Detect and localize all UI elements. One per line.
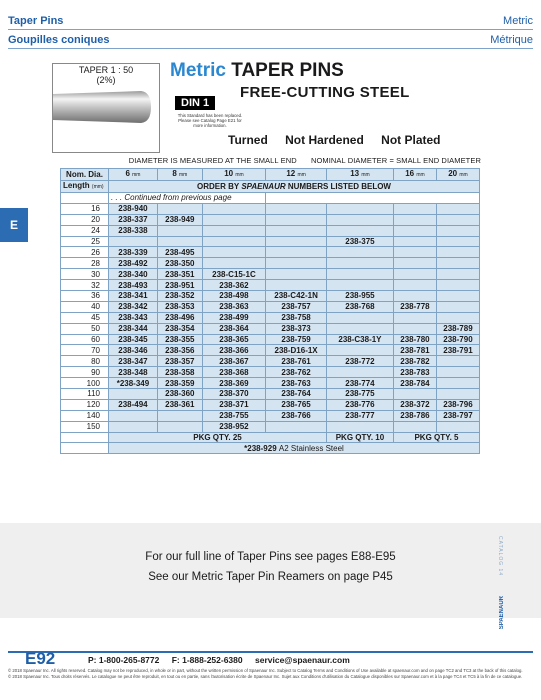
part-number-cell[interactable]: 238-368 [202, 367, 265, 378]
taper-pin-table [60, 168, 480, 454]
part-number-cell[interactable]: 238-350 [157, 258, 202, 269]
info-reamers[interactable]: See our Metric Taper Pin Reamers on page P45 [148, 571, 393, 583]
part-number-cell[interactable]: 238-372 [393, 399, 436, 410]
part-number-cell[interactable]: 238-499 [202, 312, 265, 323]
table-row [61, 410, 480, 421]
part-number-cell [157, 225, 202, 236]
length-cell: 110 [61, 389, 109, 400]
part-number-cell [436, 378, 479, 389]
phone[interactable]: P: 1-800-265-8772 [88, 655, 160, 665]
part-number-cell [109, 236, 158, 247]
part-number-cell[interactable]: 238-757 [266, 301, 327, 312]
header-metric-en: Metric [503, 15, 533, 27]
brand-logo: SPAENAUR [499, 596, 505, 630]
part-number-cell[interactable]: 238-344 [109, 323, 158, 334]
table-row [61, 291, 480, 302]
part-number-cell [326, 345, 393, 356]
table-row [61, 312, 480, 323]
part-number-cell [266, 214, 327, 225]
part-number-cell [436, 280, 479, 291]
part-number-cell [436, 421, 479, 432]
taper-pin-icon [53, 89, 151, 125]
part-number-cell[interactable]: 238-777 [326, 410, 393, 421]
part-number-cell[interactable]: 238-951 [157, 280, 202, 291]
header-title-en: Taper Pins [8, 15, 64, 27]
part-number-cell[interactable]: 238-342 [109, 301, 158, 312]
part-number-cell[interactable]: 238-356 [157, 345, 202, 356]
diameter-header: 13 mm [326, 169, 393, 181]
part-number-cell [109, 421, 158, 432]
part-number-cell[interactable]: 238-763 [266, 378, 327, 389]
part-number-cell[interactable]: 238-351 [157, 269, 202, 280]
part-number-cell[interactable]: 238-766 [266, 410, 327, 421]
product-image-box [52, 63, 160, 153]
part-number-cell[interactable]: 238-783 [393, 367, 436, 378]
part-number-cell[interactable]: 238-765 [266, 399, 327, 410]
diameter-notes [60, 156, 481, 165]
header-title-fr: Goupilles coniques [8, 34, 110, 46]
part-number-cell[interactable]: 238-789 [436, 323, 479, 334]
part-number-cell [393, 236, 436, 247]
part-number-cell [436, 367, 479, 378]
part-number-cell[interactable]: 238-362 [202, 280, 265, 291]
length-cell: 28 [61, 258, 109, 269]
order-by-label: ORDER BY SPAENAUR NUMBERS LISTED BELOW [109, 181, 480, 193]
diameter-header: 12 mm [266, 169, 327, 181]
part-number-cell [157, 236, 202, 247]
length-cell: 16 [61, 203, 109, 214]
product-properties [228, 133, 455, 147]
part-number-cell[interactable]: 238-797 [436, 410, 479, 421]
part-number-cell[interactable]: 238-353 [157, 301, 202, 312]
table-row [61, 389, 480, 400]
length-cell: 40 [61, 301, 109, 312]
table-row [61, 323, 480, 334]
table-header-diameter [61, 169, 480, 181]
part-number-cell [202, 247, 265, 258]
part-number-cell[interactable]: 238-495 [157, 247, 202, 258]
length-cell: 90 [61, 367, 109, 378]
part-number-cell [436, 356, 479, 367]
part-number-cell[interactable]: 238-796 [436, 399, 479, 410]
part-number-cell [326, 258, 393, 269]
part-number-cell [436, 269, 479, 280]
length-cell: 120 [61, 399, 109, 410]
length-label: Length (mm) [61, 181, 109, 193]
table-row [61, 247, 480, 258]
part-number-cell [326, 247, 393, 258]
length-cell: 45 [61, 312, 109, 323]
part-number-cell[interactable]: 238-496 [157, 312, 202, 323]
part-number-cell [109, 410, 158, 421]
info-panel [0, 523, 541, 618]
table-header-order [61, 181, 480, 193]
part-number-cell[interactable]: 238-498 [202, 291, 265, 302]
part-number-cell [436, 291, 479, 302]
length-cell: 70 [61, 345, 109, 356]
part-number-cell[interactable]: 238-C15-1C [202, 269, 265, 280]
pkg-qty-25: PKG QTY. 25 [109, 432, 327, 443]
part-number-cell [436, 247, 479, 258]
part-number-cell[interactable]: 238-786 [393, 410, 436, 421]
part-number-cell[interactable]: 238-364 [202, 323, 265, 334]
part-number-cell [326, 312, 393, 323]
section-tab[interactable]: E [0, 208, 28, 242]
part-number-cell [393, 247, 436, 258]
contact-info [88, 655, 360, 665]
part-number-cell[interactable]: 238-361 [157, 399, 202, 410]
part-number-cell [436, 312, 479, 323]
part-number-cell[interactable]: 238-339 [109, 247, 158, 258]
part-number-cell[interactable]: 238-493 [109, 280, 158, 291]
info-taper-pins[interactable]: For our full line of Taper Pins see pages E88-E95 [145, 551, 396, 563]
legal-text: © 2018 Spaenaur Inc. All rights reserved. Catalog may not be reproduced, in whole or in part, without the written permission of Spaenaur Inc. Subject to Catalog Terms and Conditions of Use available at spaenaur.com and on page TC2 and TC3 at the back of this catalog. © 2018 Spaenaur Inc. Tous droits réservés. Le catalogue ne peut être reproduit, en tout ou en partie, sans l'autorisation écrite de Spaenaur Inc. Sujet aux Conditions d'utilisation du Catalogue disponibles sur Spaenaur.com et à la page TC4 et TC5 à la fin de ce catalogue. [8, 668, 523, 679]
part-number-cell[interactable]: 238-367 [202, 356, 265, 367]
part-number-cell [436, 225, 479, 236]
prop-not-plated: Not Plated [381, 133, 441, 147]
part-number-cell[interactable]: 238-359 [157, 378, 202, 389]
header-line-1 [8, 15, 533, 30]
table-row [61, 269, 480, 280]
length-cell: 140 [61, 410, 109, 421]
length-cell: 50 [61, 323, 109, 334]
part-number-cell[interactable]: 238-341 [109, 291, 158, 302]
product-subtitle: FREE-CUTTING STEEL [240, 84, 410, 101]
part-number-cell[interactable]: 238-360 [157, 389, 202, 400]
table-row [61, 334, 480, 345]
part-number-cell [436, 236, 479, 247]
taper-label: TAPER 1 : 50 (2%) [78, 65, 134, 85]
part-number-cell[interactable]: 238-345 [109, 334, 158, 345]
part-number-cell [393, 203, 436, 214]
header-metric-fr: Métrique [490, 34, 533, 46]
part-number-cell[interactable]: 238-337 [109, 214, 158, 225]
part-number-cell [202, 258, 265, 269]
part-number-cell [436, 389, 479, 400]
length-cell: 25 [61, 236, 109, 247]
part-number-cell [157, 203, 202, 214]
part-number-cell[interactable]: 238-346 [109, 345, 158, 356]
part-number-cell[interactable]: 238-778 [393, 301, 436, 312]
part-number-cell[interactable]: 238-340 [109, 269, 158, 280]
part-number-cell[interactable]: 238-762 [266, 367, 327, 378]
part-number-cell[interactable]: 238-348 [109, 367, 158, 378]
length-cell: 80 [61, 356, 109, 367]
pkg-qty-row [61, 432, 480, 443]
part-number-cell[interactable]: 238-370 [202, 389, 265, 400]
part-number-cell[interactable]: 238-365 [202, 334, 265, 345]
table-row [61, 214, 480, 225]
prop-turned: Turned [228, 133, 268, 147]
stainless-note: *238-929 A2 Stainless Steel [109, 443, 480, 454]
part-number-cell[interactable]: 238-768 [326, 301, 393, 312]
part-number-cell[interactable]: 238-949 [157, 214, 202, 225]
part-number-cell [393, 269, 436, 280]
part-number-cell [393, 312, 436, 323]
part-number-cell[interactable]: 238-774 [326, 378, 393, 389]
table-row [61, 301, 480, 312]
part-number-cell[interactable]: *238-349 [109, 378, 158, 389]
part-number-cell [436, 203, 479, 214]
diameter-header: 8 mm [157, 169, 202, 181]
table-row [61, 203, 480, 214]
part-number-cell [326, 367, 393, 378]
part-number-cell[interactable]: 238-358 [157, 367, 202, 378]
part-number-cell [393, 291, 436, 302]
table-row [61, 367, 480, 378]
table-row [61, 378, 480, 389]
part-number-cell[interactable]: 238-955 [326, 291, 393, 302]
product-title: Metric TAPER PINS [170, 60, 344, 81]
part-number-cell[interactable]: 238-758 [266, 312, 327, 323]
fax[interactable]: F: 1-888-252-6380 [171, 655, 243, 665]
part-number-cell[interactable]: 238-347 [109, 356, 158, 367]
length-cell: 60 [61, 334, 109, 345]
part-number-cell [266, 269, 327, 280]
page-number: E92 [25, 649, 56, 668]
length-cell: 100 [61, 378, 109, 389]
part-number-cell [266, 236, 327, 247]
part-number-cell[interactable]: 238-952 [202, 421, 265, 432]
part-number-cell[interactable]: 238-772 [326, 356, 393, 367]
part-number-cell [436, 258, 479, 269]
part-number-cell[interactable]: 238-784 [393, 378, 436, 389]
part-number-cell [266, 421, 327, 432]
part-number-cell[interactable]: 238-355 [157, 334, 202, 345]
part-number-cell [326, 280, 393, 291]
length-cell: 24 [61, 225, 109, 236]
part-number-cell[interactable]: 238-338 [109, 225, 158, 236]
table-row [61, 258, 480, 269]
part-number-cell [266, 280, 327, 291]
part-number-cell [393, 389, 436, 400]
table-row [61, 356, 480, 367]
part-number-cell [202, 225, 265, 236]
part-number-cell[interactable]: 238-782 [393, 356, 436, 367]
part-number-cell [393, 258, 436, 269]
part-number-cell[interactable]: 238-755 [202, 410, 265, 421]
length-cell: 20 [61, 214, 109, 225]
replaced-note: This Standard has been replaced. Please see Catalog Page E21 for more information. [177, 113, 243, 128]
part-number-cell [326, 225, 393, 236]
part-number-cell[interactable]: 238-366 [202, 345, 265, 356]
table-row [61, 280, 480, 291]
part-number-cell [326, 214, 393, 225]
header-line-2 [8, 34, 533, 49]
part-number-cell[interactable]: 238-790 [436, 334, 479, 345]
length-cell: 26 [61, 247, 109, 258]
pkg-qty-10: PKG QTY. 10 [326, 432, 393, 443]
part-number-cell [157, 410, 202, 421]
diameter-header: 16 mm [393, 169, 436, 181]
length-cell: 30 [61, 269, 109, 280]
part-number-cell[interactable]: 238-375 [326, 236, 393, 247]
diameter-header: 10 mm [202, 169, 265, 181]
length-cell: 150 [61, 421, 109, 432]
part-number-cell[interactable]: 238-761 [266, 356, 327, 367]
nom-dia-label: Nom. Dia. [61, 169, 109, 181]
part-number-cell [266, 225, 327, 236]
part-number-cell [266, 203, 327, 214]
length-cell: 36 [61, 291, 109, 302]
part-number-cell [326, 203, 393, 214]
length-cell: 32 [61, 280, 109, 291]
email-link[interactable]: service@spaenaur.com [255, 655, 350, 665]
part-number-cell[interactable]: 238-764 [266, 389, 327, 400]
stainless-note-row [61, 443, 480, 454]
part-number-cell[interactable]: 238-775 [326, 389, 393, 400]
part-number-cell[interactable]: 238-776 [326, 399, 393, 410]
diameter-header: 6 mm [109, 169, 158, 181]
part-number-cell [266, 258, 327, 269]
part-number-cell [326, 269, 393, 280]
part-number-cell [393, 280, 436, 291]
catalog-label: CATALOG 14 [497, 536, 503, 577]
part-number-cell [109, 389, 158, 400]
part-number-cell[interactable]: 238-759 [266, 334, 327, 345]
part-number-cell [436, 301, 479, 312]
note-nominal: NOMINAL DIAMETER = SMALL END DIAMETER [310, 156, 481, 165]
table-row [61, 345, 480, 356]
part-number-cell [202, 214, 265, 225]
part-number-cell[interactable]: 238-357 [157, 356, 202, 367]
part-number-cell[interactable]: 238-781 [393, 345, 436, 356]
part-number-cell[interactable]: 238-791 [436, 345, 479, 356]
part-number-cell [436, 214, 479, 225]
pkg-qty-5: PKG QTY. 5 [393, 432, 479, 443]
table-row [61, 399, 480, 410]
footer-rule [8, 651, 533, 653]
part-number-cell[interactable]: 238-C42-1N [266, 291, 327, 302]
part-number-cell[interactable]: 238-354 [157, 323, 202, 334]
part-number-cell [393, 225, 436, 236]
continued-row: . . . Continued from previous page [61, 193, 480, 204]
table-row [61, 225, 480, 236]
part-number-cell [393, 214, 436, 225]
part-number-cell [202, 203, 265, 214]
prop-not-hardened: Not Hardened [285, 133, 364, 147]
part-number-cell[interactable]: 238-C38-1Y [326, 334, 393, 345]
part-number-cell[interactable]: 238-352 [157, 291, 202, 302]
part-number-cell[interactable]: 238-492 [109, 258, 158, 269]
diameter-header: 20 mm [436, 169, 479, 181]
part-number-cell [393, 323, 436, 334]
part-number-cell [326, 421, 393, 432]
part-number-cell[interactable]: 238-780 [393, 334, 436, 345]
part-number-cell[interactable]: 238-373 [266, 323, 327, 334]
part-number-cell[interactable]: 238-494 [109, 399, 158, 410]
part-number-cell [326, 323, 393, 334]
part-number-cell[interactable]: 238-363 [202, 301, 265, 312]
table-row [61, 421, 480, 432]
table-row [61, 236, 480, 247]
part-number-cell[interactable]: 238-369 [202, 378, 265, 389]
part-number-cell[interactable]: 238-343 [109, 312, 158, 323]
part-number-cell [202, 236, 265, 247]
part-number-cell [266, 247, 327, 258]
note-small-end: DIAMETER IS MEASURED AT THE SMALL END [128, 156, 297, 165]
part-number-cell [157, 421, 202, 432]
part-number-cell[interactable]: 238-371 [202, 399, 265, 410]
din-badge: DIN 1 [175, 96, 215, 110]
part-number-cell[interactable]: 238-D16-1X [266, 345, 327, 356]
part-number-cell[interactable]: 238-940 [109, 203, 158, 214]
part-number-cell [393, 421, 436, 432]
